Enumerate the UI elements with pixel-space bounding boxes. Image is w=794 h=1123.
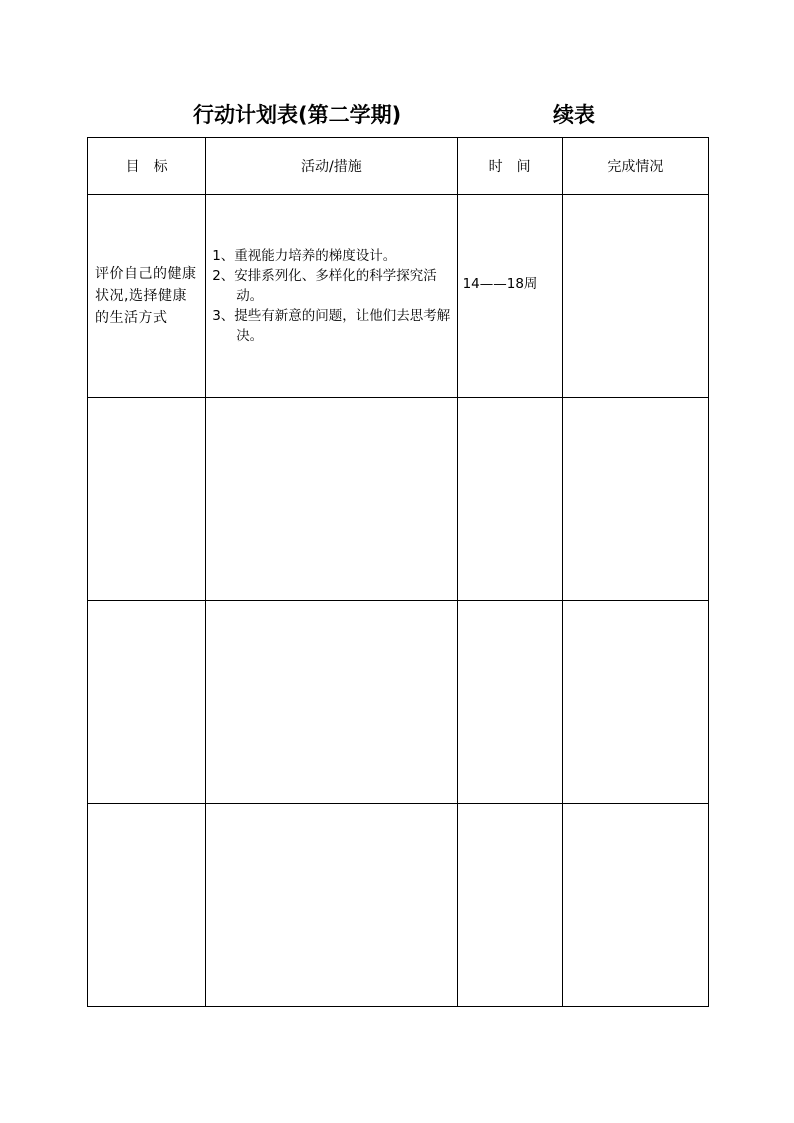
activity-item: 1、重视能力培养的梯度设计。 <box>212 248 397 264</box>
goal-cell <box>88 398 206 601</box>
activities-list <box>206 246 456 346</box>
header-status: 完成情况 <box>562 138 708 195</box>
table-row <box>88 195 709 398</box>
time-text: 14——18周 <box>462 276 538 292</box>
page-title: 行动计划表(第二学期) <box>193 103 402 127</box>
table-row <box>88 804 709 1007</box>
header-goal: 目 标 <box>88 138 206 195</box>
activities-cell <box>206 398 457 601</box>
table-row <box>88 601 709 804</box>
status-cell <box>562 601 708 804</box>
activities-cell <box>206 601 457 804</box>
activities-cell <box>206 195 457 398</box>
status-cell <box>562 398 708 601</box>
status-cell <box>562 804 708 1007</box>
status-cell <box>562 195 708 398</box>
table-row <box>88 398 709 601</box>
activity-item: 2、安排系列化、多样化的科学探究活动。 <box>212 268 437 304</box>
goal-cell <box>88 601 206 804</box>
continued-label: 续表 <box>553 103 595 127</box>
header-time: 时 间 <box>457 138 562 195</box>
activities-cell <box>206 804 457 1007</box>
goal-cell <box>88 804 206 1007</box>
action-plan-table <box>87 137 709 1007</box>
time-cell <box>457 398 562 601</box>
goal-text: 评价自己的健康状况,选择健康的生活方式 <box>95 266 197 326</box>
header-activities: 活动/措施 <box>206 138 457 195</box>
activity-item: 3、提些有新意的问题，让他们去思考解决。 <box>212 308 451 344</box>
goal-cell <box>88 195 206 398</box>
table-header-row <box>88 138 709 195</box>
time-cell <box>457 601 562 804</box>
time-cell <box>457 195 562 398</box>
time-cell <box>457 804 562 1007</box>
